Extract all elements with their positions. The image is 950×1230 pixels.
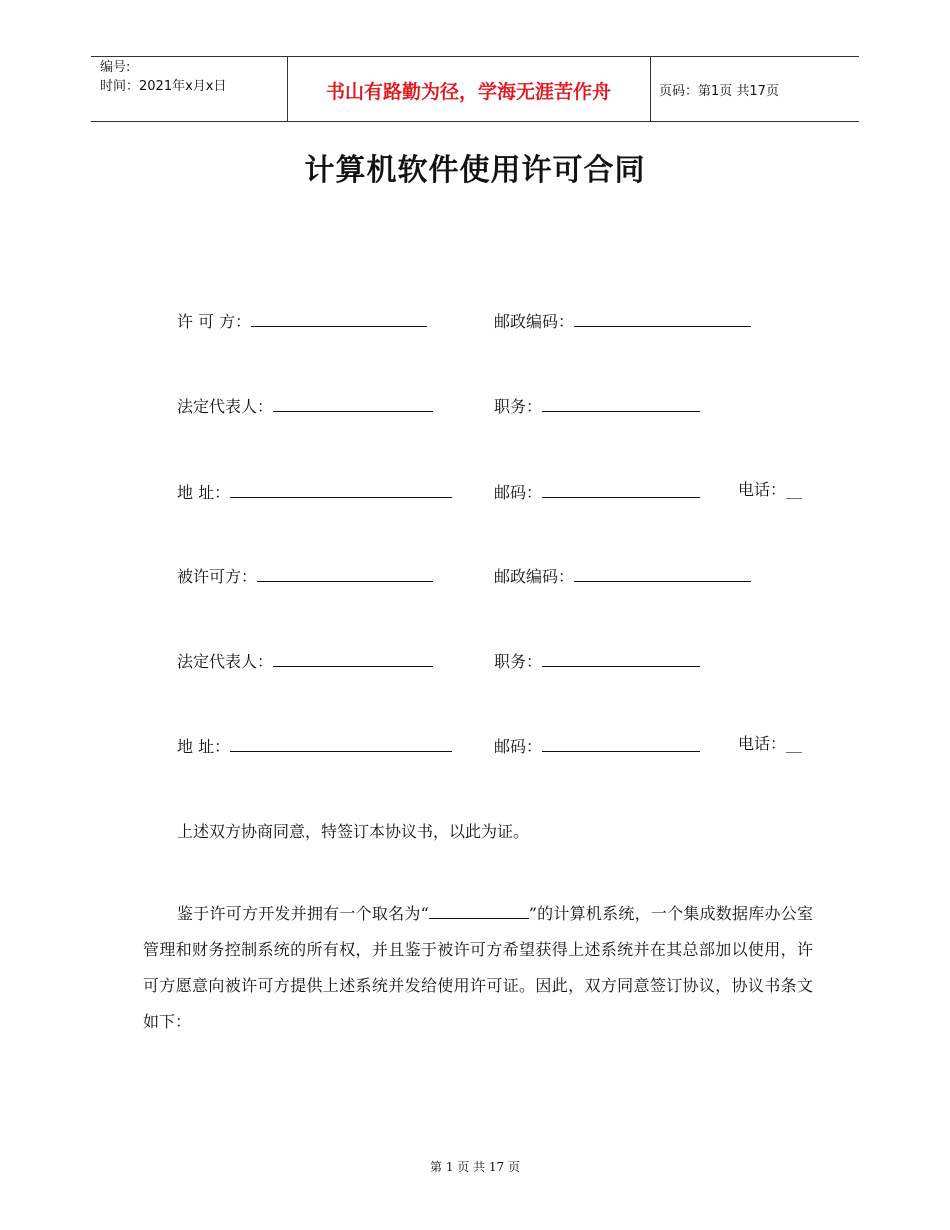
licensor-rep-blank[interactable] [273,393,433,412]
licensee-postcode-blank[interactable] [574,563,751,582]
licensor-address-blank[interactable] [230,479,452,498]
licensee-party-label: 被许可方： [177,567,258,586]
licensee-rep-label: 法定代表人： [177,652,274,671]
licensor-party-blank[interactable] [251,308,427,327]
header-page-info: 页码：第1页 共17页 [659,84,779,99]
licensee-postcode-label: 邮政编码： [494,567,575,586]
licensor-party-label: 许 可 方： [177,312,252,331]
licensor-phone-label: 电话：__ [738,480,803,499]
licensee-address-blank[interactable] [230,733,452,752]
header-bottom-rule [91,121,859,122]
recital-text-after-blank: ”的计算机系统，一个集成数据库办公室管理和财务控制系统的所有权，并且鉴于被许可方希望获得上述系统并在其总部加以使用，许可方愿意向被许可方提供上述系统并发给使用许可证。因此，双方同意签订协议，协议书条文如下： [143,904,813,1031]
recital-paragraph [143,896,813,1040]
licensee-zip-blank[interactable] [542,733,700,752]
licensee-rep-blank[interactable] [273,648,433,667]
header-meta [100,58,226,96]
licensee-position-blank[interactable] [542,648,700,667]
licensor-zip-blank[interactable] [542,479,700,498]
document-time-label: 时间：2021年x月x日 [100,79,227,94]
licensee-party-blank[interactable] [257,563,433,582]
licensee-zip-label: 邮码： [494,737,543,756]
licensee-phone-label: 电话：__ [738,734,803,753]
recital-text-before-blank: 鉴于许可方开发并拥有一个取名为“ [177,904,429,923]
licensee-position-label: 职务： [494,652,543,671]
licensor-postcode-blank[interactable] [574,308,751,327]
licensor-address-label: 地 址： [177,483,231,502]
header-divider-right [650,56,651,121]
agreement-statement: 上述双方协商同意，特签订本协议书，以此为证。 [177,822,530,841]
licensee-address-label: 地 址： [177,737,231,756]
licensor-position-label: 职务： [494,397,543,416]
document-number-label: 编号: [100,60,131,75]
licensor-postcode-label: 邮政编码： [494,312,575,331]
licensor-zip-label: 邮码： [494,483,543,502]
licensor-position-blank[interactable] [542,393,700,412]
header-motto: 书山有路勤为径，学海无涯苦作舟 [325,81,611,103]
page-footer: 第 1 页 共 17 页 [430,1160,520,1174]
licensor-rep-label: 法定代表人： [177,397,274,416]
header-top-rule [91,56,859,57]
document-title: 计算机软件使用许可合同 [304,153,646,188]
system-name-blank[interactable] [429,902,529,919]
